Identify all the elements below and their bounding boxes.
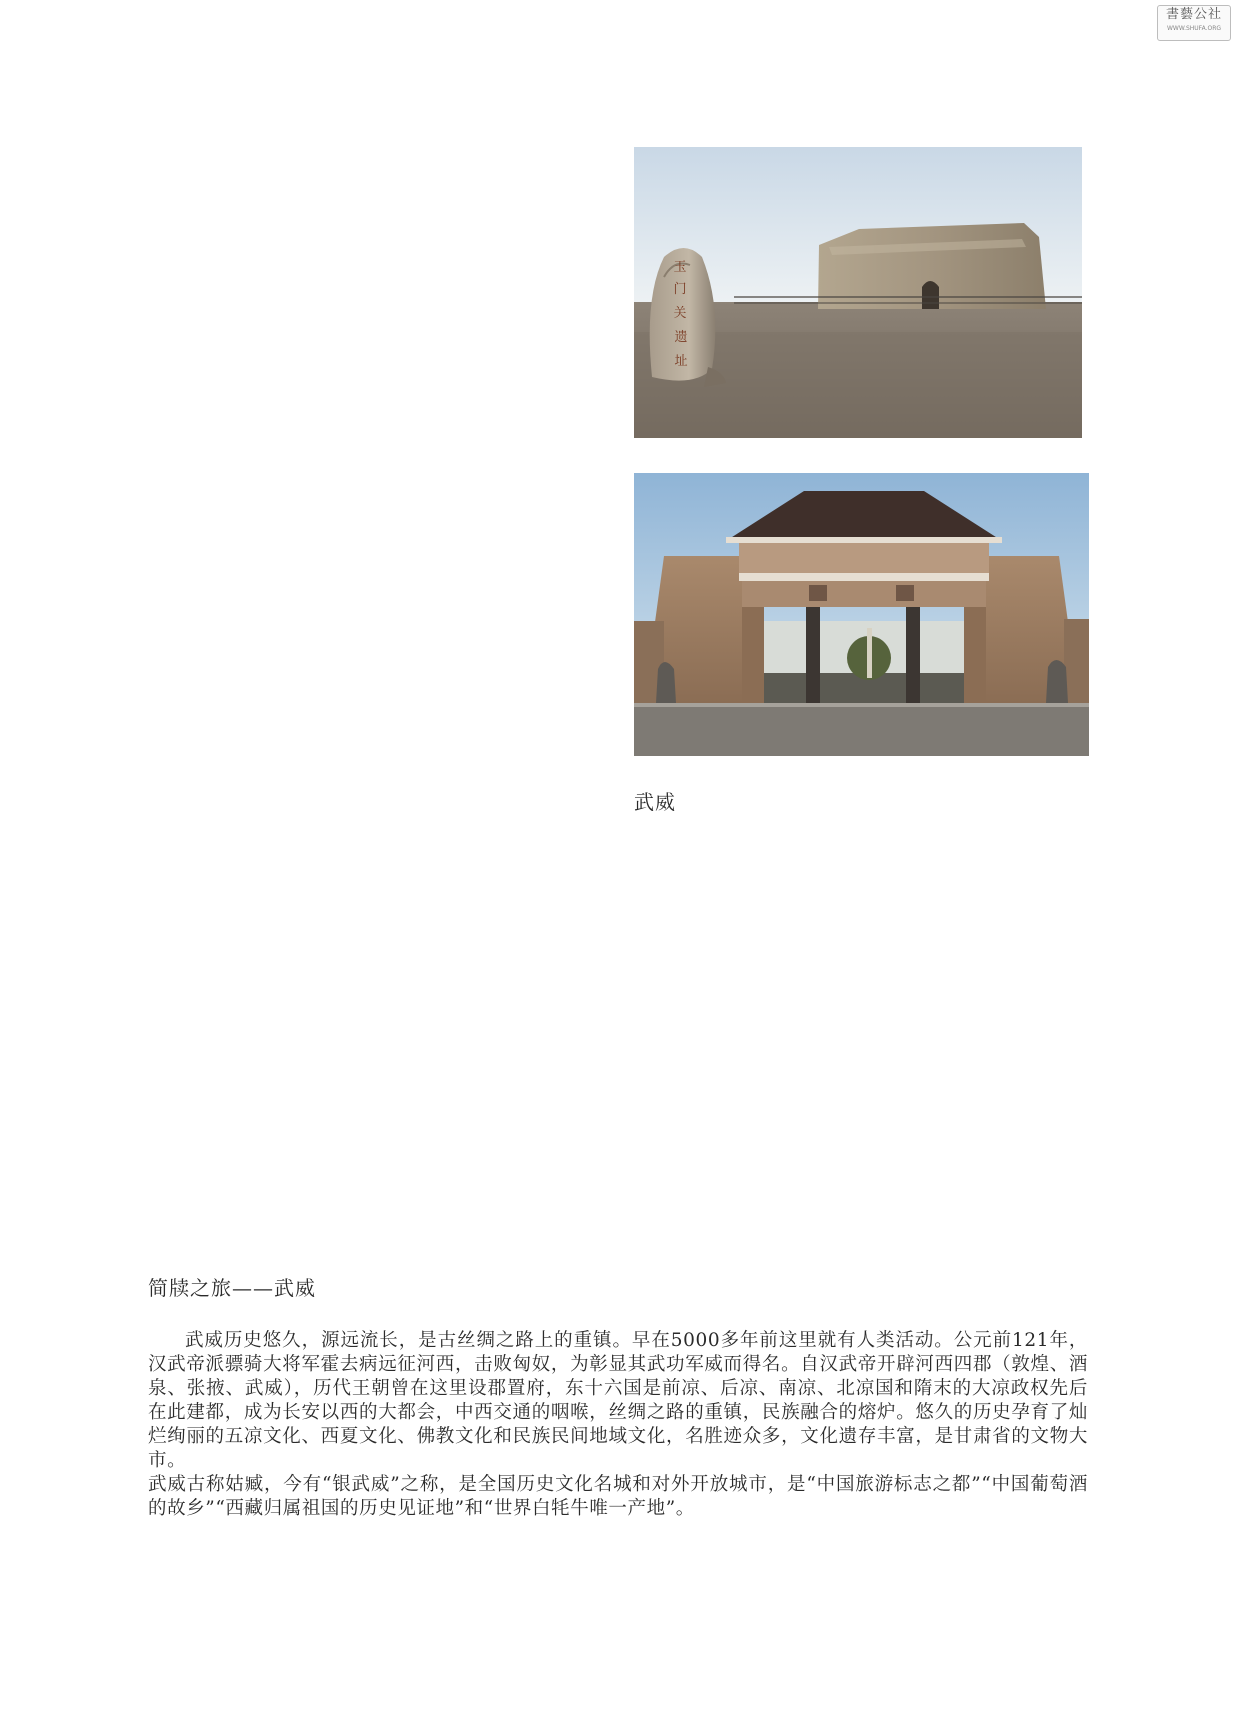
svg-text:遗: 遗 (674, 330, 688, 345)
article-title: 简牍之旅——武威 (148, 1276, 316, 1300)
watermark-url: WWW.SHUFA.ORG (1166, 25, 1222, 32)
svg-text:门: 门 (673, 282, 687, 297)
wuwei-city-gate-photo (634, 473, 1089, 756)
article (148, 1272, 1088, 1521)
watermark-seal-text: 書藝公社 (1165, 7, 1222, 22)
article-paragraph: 武威古称姑臧，今有“银武威”之称，是全国历史文化名城和对外开放城市，是“中国旅游标志之都”“中国葡萄酒的故乡”“西藏归属祖国的历史见证地”和“世界白牦牛唯一产地”。 (148, 1474, 1088, 1519)
svg-text:关: 关 (673, 306, 687, 321)
svg-text:址: 址 (674, 354, 688, 369)
photo-caption: 武威 (634, 790, 676, 814)
jade-gate-pass-photo (634, 147, 1082, 438)
article-paragraph: 武威历史悠久，源远流长，是古丝绸之路上的重镇。早在5000多年前这里就有人类活动。公元前121年，汉武帝派骠骑大将军霍去病远征河西，击败匈奴，为彰显其武功军威而得名。自汉武帝开辟河西四郡（敦煌、酒泉、张掖、武威），历代王朝曾在这里设郡置府，东十六国是前凉、后凉、南凉、北凉国和隋末的大凉政权先后在此建都，成为长安以西的大都会，中西交通的咽喉，丝绸之路的重镇，民族融合的熔炉。悠久的历史孕育了灿烂绚丽的五凉文化、西夏文化、佛教文化和民族民间地域文化，名胜迹众多，文化遗存丰富，是甘肃省的文物大市。 (148, 1330, 1088, 1471)
watermark-seal (1157, 5, 1231, 41)
svg-text:玉: 玉 (673, 260, 687, 275)
